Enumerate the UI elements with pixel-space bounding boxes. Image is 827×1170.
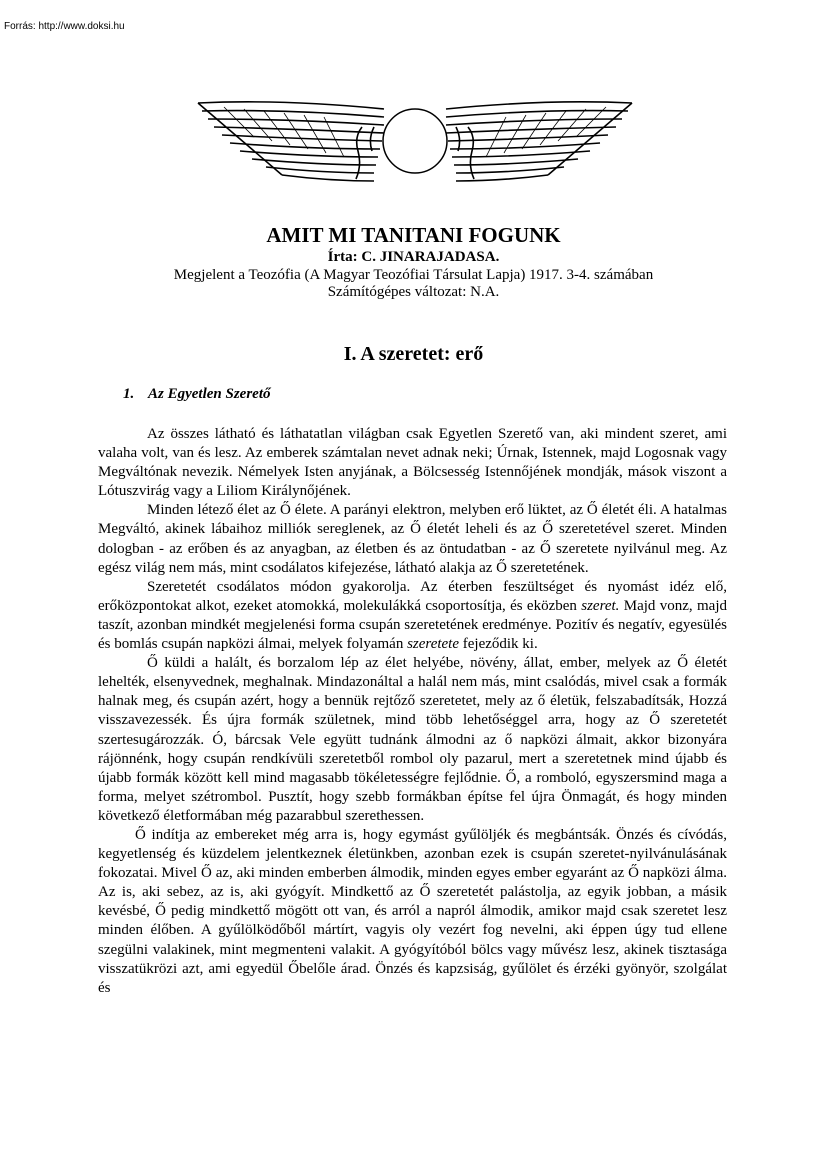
subsection-number: 1.	[123, 386, 135, 402]
source-line: Forrás: http://www.doksi.hu	[4, 21, 125, 32]
paragraph	[98, 578, 727, 654]
subsection-title: Az Egyetlen Szerető	[148, 386, 271, 402]
article-body	[98, 425, 727, 998]
publication-line: Megjelent a Teozófia (A Magyar Teozófiai Társulat Lapja) 1917. 3-4. számában	[173, 267, 654, 283]
section-title: I. A szeretet: erő	[343, 343, 484, 365]
document-title: AMIT MI TANITANI FOGUNK	[266, 223, 561, 247]
paragraph: Az összes látható és láthatatlan világban csak Egyetlen Szerető van, aki mindent szeret, ami valaha volt, van és lesz. Az emberek számtalan nevet adnak neki; Úrnak, Istennek, majd Logosnak vagy Megváltónak nevezik. Némelyek Isten anyjának, a Bölcsesség Istennőjének mondják, mások viszont a Lótuszvirág vagy a Liliom Királynőjének.	[98, 426, 727, 500]
winged-sun-disc-icon	[194, 97, 636, 194]
document-header	[0, 222, 827, 301]
digital-version-line: Számítógépes változat: N.A.	[327, 284, 500, 300]
paragraph-text: Szeretetét csodálatos módon gyakorolja. Az éterben feszültséget és nyomást idéz elő, erőközpontokat alkot, ezeket atomokká, molekulákká csoportosítja, és eközben	[98, 578, 727, 614]
author-line: Írta: C. JINARAJADASA.	[327, 249, 500, 265]
paragraph-text: fejeződik ki.	[459, 636, 538, 653]
paragraph: Minden létező élet az Ő élete. A parányi elektron, melyben erő lüktet, az Ő életét éli. A hatalmas Megváltó, akinek lábaihoz milliók sereglenek, az Ő életét leheli és az Ő szeretetével szeret. Minden dologban - az erőben és az anyagban, az életben és az öntudatban - az Ő szeretete nyilvánul meg. Az egész világ nem más, mint csodálatos kifejezése, látható alakja az Ő szeretetének.	[98, 502, 727, 576]
subsection-heading	[123, 386, 271, 403]
paragraph-text: Majd vonz, majd taszít, azonban mindkét megjelenési forma csupán szeretetének eredménye. Pozitív és negatív, egyesülés és bomlás csupán napközi álmai, melyek folyamán	[98, 597, 727, 653]
emphasis-text: szeret.	[581, 597, 620, 614]
paragraph: Ő küldi a halált, és borzalom lép az élet helyébe, növény, állat, ember, melyek az Ő életét lehelték, elsenyvednek, meghalnak. Mindazonáltal a halál nem más, mint csalódás, mivel csak a formák halnak meg, és csupán azért, hogy a bennük rejtőző szeretetet, mely az ő életük, felszabadítsák, Hozzá visszavezessék. És újra formák születnek, mind több lehetőséggel arra, hogy az Ő szeretetét szertesugározzák. Ó, bárcsak Vele együtt tudnánk álmodni az ő napközi álmait, akkor bizonyára rájönnénk, hogy csupán rendkívüli szeretetből rombol oly pazarul, mert a szeretetnek mind újabb és újabb formák között kell mind magasabb tökéletességre fejlődnie. Ő, a romboló, egyszersmind maga a forma, melyet szétrombol. Pusztít, hogy szebb formákban építse fel újra Önmagát, és hogy minden következő életformában még pazarabbul szerethessen.	[98, 655, 727, 824]
paragraph: Ő indítja az embereket még arra is, hogy egymást gyűlöljék és megbántsák. Önzés és cívódás, kegyetlenség és küzdelem jelentkeznek életünkben, azonban ezek is csupán szeretet-nyilvánulásának fokozatai. Mivel Ő az, aki minden emberben álmodik, minden egyes ember egyaránt az Ő napközi álma. Az is, aki sebez, az is, aki gyógyít. Mindkettő az Ő szeretetét palástolja, az egyik jobban, a másik kevésbé, Ő pedig mindkettő mögött ott van, és arról a napról álmodik, amikor majd csak szeretet lesz minden élőben. A gyűlölködőből mártírt, vagyis oly vezért fog nevelni, aki éppen úgy tud ellene szegülni valakinek, mint megmenteni valakit. A gyógyítóból bölcs vagy művész lesz, akinek tisztasága visszatükrözi azt, ami egyedül Őbelőle árad. Önzés és kapzsiság, gyűlölet és érzéki gyönyör, szolgálat és	[98, 826, 727, 996]
emphasis-text: szeretete	[407, 636, 459, 653]
